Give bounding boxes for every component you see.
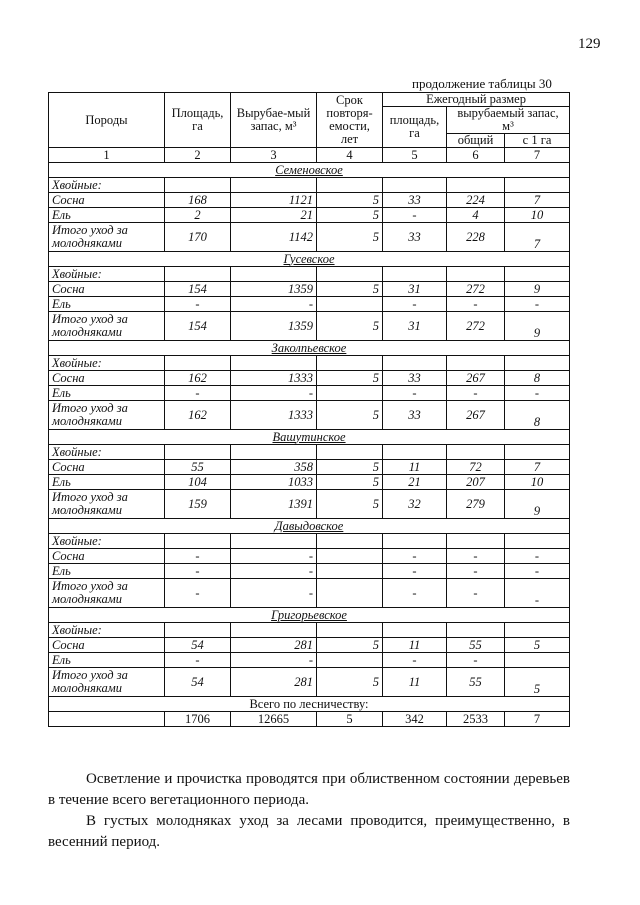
table-cell: 11 (383, 460, 447, 475)
subtotal-label: Итого уход за молодняками (49, 401, 165, 430)
subtotal-cell: 281 (231, 668, 317, 697)
section-title-cell (49, 519, 570, 534)
subtotal-cell: 1142 (231, 223, 317, 252)
subtotal-row (49, 668, 570, 697)
section-title: Семеновское (275, 162, 343, 177)
table-cell: 55 (165, 460, 231, 475)
subtotal-cell: 162 (165, 401, 231, 430)
grand-total-cell: 2533 (447, 712, 505, 727)
table-cell: 154 (165, 282, 231, 297)
subtotal-cell: 5 (317, 668, 383, 697)
forest-care-table (48, 92, 570, 727)
subtotal-row (49, 223, 570, 252)
subtotal-cell: 31 (383, 312, 447, 341)
table-cell: 55 (447, 638, 505, 653)
header-annual: Ежегодный размер (383, 93, 570, 107)
empty-cell (383, 178, 447, 193)
table-cell: - (447, 564, 505, 579)
section-title-row (49, 519, 570, 534)
table-cell (317, 653, 383, 668)
table-row (49, 193, 570, 208)
subtotal-cell: 8 (505, 401, 570, 430)
table-cell: 162 (165, 371, 231, 386)
table-cell: 5 (317, 208, 383, 223)
empty-cell (165, 267, 231, 282)
table-row (49, 564, 570, 579)
table-cell: 267 (447, 371, 505, 386)
species-label: Ель (49, 475, 165, 490)
column-number: 5 (383, 148, 447, 163)
subtotal-cell: 1359 (231, 312, 317, 341)
table-cell: 104 (165, 475, 231, 490)
species-label: Ель (49, 208, 165, 223)
table-cell: - (231, 549, 317, 564)
table-cell: 281 (231, 638, 317, 653)
species-label: Сосна (49, 371, 165, 386)
table-cell: - (165, 297, 231, 312)
table-cell: 54 (165, 638, 231, 653)
section-title-cell (49, 608, 570, 623)
empty-cell (231, 356, 317, 371)
empty-cell (447, 445, 505, 460)
table-cell: - (165, 564, 231, 579)
empty-cell (317, 178, 383, 193)
subtotal-cell: 159 (165, 490, 231, 519)
subtotal-label: Итого уход за молодняками (49, 223, 165, 252)
species-label: Ель (49, 653, 165, 668)
subtotal-row (49, 401, 570, 430)
table-cell: 10 (505, 475, 570, 490)
group-row (49, 356, 570, 371)
section-title: Григорьевское (271, 607, 347, 622)
table-cell: - (231, 297, 317, 312)
subtotal-cell: 5 (505, 668, 570, 697)
table-cell: 168 (165, 193, 231, 208)
table-cell: 224 (447, 193, 505, 208)
subtotal-cell: 7 (505, 223, 570, 252)
column-number: 4 (317, 148, 383, 163)
empty-cell (231, 445, 317, 460)
species-label: Ель (49, 386, 165, 401)
table-cell: 21 (231, 208, 317, 223)
table-cell: - (231, 653, 317, 668)
empty-cell (447, 178, 505, 193)
table-cell: 272 (447, 282, 505, 297)
subtotal-cell: 5 (317, 401, 383, 430)
subtotal-cell: 279 (447, 490, 505, 519)
subtotal-cell: 32 (383, 490, 447, 519)
table-cell: 10 (505, 208, 570, 223)
grand-total-cell: 12665 (231, 712, 317, 727)
subtotal-cell: 170 (165, 223, 231, 252)
subtotal-cell: 9 (505, 490, 570, 519)
subtotal-cell: 154 (165, 312, 231, 341)
table-cell: 358 (231, 460, 317, 475)
empty-cell (383, 534, 447, 549)
table-cell: - (383, 653, 447, 668)
table-row (49, 386, 570, 401)
subtotal-cell: - (383, 579, 447, 608)
subtotal-cell: 33 (383, 401, 447, 430)
table-cell: - (447, 549, 505, 564)
section-title-row (49, 252, 570, 267)
column-number: 1 (49, 148, 165, 163)
empty-cell (505, 534, 570, 549)
table-cell: 1333 (231, 371, 317, 386)
section-title-cell (49, 163, 570, 178)
subtotal-row (49, 312, 570, 341)
empty-cell (447, 623, 505, 638)
header-annual-harvest: вырубаемый запас, м³ (447, 107, 570, 134)
subtotal-label: Итого уход за молодняками (49, 668, 165, 697)
subtotal-cell: 55 (447, 668, 505, 697)
table-cell: 1121 (231, 193, 317, 208)
header-period: Срок повторя-емости, лет (317, 93, 383, 148)
empty-cell (317, 623, 383, 638)
table-cell (317, 297, 383, 312)
table-cell: 33 (383, 193, 447, 208)
table-cell: 33 (383, 371, 447, 386)
empty-cell (317, 445, 383, 460)
table-cell: 5 (317, 460, 383, 475)
group-row (49, 445, 570, 460)
subtotal-cell: 54 (165, 668, 231, 697)
subtotal-cell: - (505, 579, 570, 608)
subtotal-cell: 5 (317, 490, 383, 519)
empty-cell (447, 356, 505, 371)
subtotal-cell: - (231, 579, 317, 608)
section-title: Гусевское (283, 251, 335, 266)
empty-cell (505, 445, 570, 460)
group-label: Хвойные: (49, 356, 165, 371)
table-cell: 1033 (231, 475, 317, 490)
table-cell: 207 (447, 475, 505, 490)
table-cell: 5 (317, 193, 383, 208)
table-cell: 5 (317, 475, 383, 490)
empty-cell (383, 356, 447, 371)
subtotal-label: Итого уход за молодняками (49, 312, 165, 341)
subtotal-cell: - (165, 579, 231, 608)
table-cell: - (165, 386, 231, 401)
empty-cell (383, 445, 447, 460)
table-row (49, 297, 570, 312)
subtotal-cell: 11 (383, 668, 447, 697)
subtotal-cell: 5 (317, 223, 383, 252)
subtotal-cell (317, 579, 383, 608)
header-per-ha: с 1 га (505, 134, 570, 148)
empty-cell (505, 356, 570, 371)
grand-total-cell: 1706 (165, 712, 231, 727)
subtotal-cell: 1333 (231, 401, 317, 430)
grand-total-label: Всего по лесничеству: (49, 697, 570, 712)
table-cell: 31 (383, 282, 447, 297)
empty-cell (505, 267, 570, 282)
group-row (49, 623, 570, 638)
table-cell: 2 (165, 208, 231, 223)
header-total: общий (447, 134, 505, 148)
empty-cell (165, 623, 231, 638)
table-cell: - (231, 564, 317, 579)
table-row (49, 549, 570, 564)
table-cell: - (447, 653, 505, 668)
table-cell: - (165, 653, 231, 668)
subtotal-cell: 228 (447, 223, 505, 252)
table-cell: - (383, 386, 447, 401)
species-label: Сосна (49, 638, 165, 653)
paragraph-text: Осветление и прочистка проводятся при облиственном состоянии деревьев в течение всего вегетационного периода. (48, 771, 570, 808)
table-cell: - (505, 386, 570, 401)
empty-cell (505, 178, 570, 193)
table-cell: - (447, 297, 505, 312)
group-label: Хвойные: (49, 445, 165, 460)
species-label: Сосна (49, 282, 165, 297)
subtotal-cell: 1391 (231, 490, 317, 519)
table-cell: - (383, 564, 447, 579)
species-label: Ель (49, 297, 165, 312)
group-label: Хвойные: (49, 267, 165, 282)
table-cell: 5 (505, 638, 570, 653)
species-label: Ель (49, 564, 165, 579)
group-label: Хвойные: (49, 534, 165, 549)
table-cell: 9 (505, 282, 570, 297)
empty-cell (317, 534, 383, 549)
section-title-cell (49, 430, 570, 445)
empty-cell (231, 623, 317, 638)
table-cell (317, 549, 383, 564)
table-row (49, 460, 570, 475)
species-label: Сосна (49, 549, 165, 564)
empty-cell (231, 267, 317, 282)
table-body (49, 163, 570, 697)
table-row (49, 371, 570, 386)
table-row (49, 653, 570, 668)
table-cell: 21 (383, 475, 447, 490)
subtotal-label: Итого уход за молодняками (49, 490, 165, 519)
table-cell: - (505, 564, 570, 579)
grand-total-blank (49, 712, 165, 727)
subtotal-cell: 5 (317, 312, 383, 341)
paragraph-thinning (48, 769, 570, 811)
table-cell: - (383, 297, 447, 312)
table-cell: - (505, 297, 570, 312)
empty-cell (165, 445, 231, 460)
group-row (49, 267, 570, 282)
empty-cell (165, 356, 231, 371)
section-title-row (49, 341, 570, 356)
section-title-cell (49, 252, 570, 267)
empty-cell (383, 623, 447, 638)
paragraph-text: В густых молодняках уход за лесами проводится, преимущественно, в весенний период. (48, 813, 570, 850)
column-number: 7 (505, 148, 570, 163)
table-cell: - (447, 386, 505, 401)
table-row (49, 282, 570, 297)
section-title: Вашутинское (272, 429, 346, 444)
table-cell: 5 (317, 282, 383, 297)
empty-cell (231, 534, 317, 549)
table-cell: 7 (505, 193, 570, 208)
table-cell: 11 (383, 638, 447, 653)
empty-cell (447, 534, 505, 549)
empty-cell (447, 267, 505, 282)
subtotal-cell: 9 (505, 312, 570, 341)
grand-total-cell: 342 (383, 712, 447, 727)
grand-total-cell: 7 (505, 712, 570, 727)
section-title-row (49, 608, 570, 623)
section-title-row (49, 430, 570, 445)
table-row (49, 208, 570, 223)
section-title-row (49, 163, 570, 178)
group-row (49, 534, 570, 549)
table-cell: 5 (317, 371, 383, 386)
table-cell (317, 386, 383, 401)
table-row (49, 638, 570, 653)
empty-cell (231, 178, 317, 193)
header-area: Площадь, га (165, 93, 231, 148)
subtotal-row (49, 579, 570, 608)
table-cell: 72 (447, 460, 505, 475)
table-cell: 1359 (231, 282, 317, 297)
section-title: Заколпьевское (271, 340, 347, 355)
subtotal-cell: 272 (447, 312, 505, 341)
grand-total-cell: 5 (317, 712, 383, 727)
table-cell (317, 564, 383, 579)
section-title-cell (49, 341, 570, 356)
empty-cell (165, 178, 231, 193)
empty-cell (383, 267, 447, 282)
table-cell: 4 (447, 208, 505, 223)
group-label: Хвойные: (49, 178, 165, 193)
table-cell (505, 653, 570, 668)
subtotal-cell: - (447, 579, 505, 608)
empty-cell (505, 623, 570, 638)
table-cell: 8 (505, 371, 570, 386)
species-label: Сосна (49, 193, 165, 208)
column-number: 3 (231, 148, 317, 163)
empty-cell (317, 267, 383, 282)
table-cell: - (505, 549, 570, 564)
group-row (49, 178, 570, 193)
subtotal-label: Итого уход за молодняками (49, 579, 165, 608)
table-cell: - (165, 549, 231, 564)
header-annual-area: площадь, га (383, 107, 447, 148)
column-number: 6 (447, 148, 505, 163)
table-cell: - (231, 386, 317, 401)
table-cell: 7 (505, 460, 570, 475)
table-row (49, 475, 570, 490)
table-caption: продолжение таблицы 30 (412, 76, 552, 91)
subtotal-cell: 33 (383, 223, 447, 252)
header-breed: Породы (49, 93, 165, 148)
empty-cell (165, 534, 231, 549)
table-cell: 5 (317, 638, 383, 653)
table-cell: - (383, 208, 447, 223)
header-harvest: Вырубае-мый запас, м³ (231, 93, 317, 148)
page-number: 129 (578, 36, 601, 52)
group-label: Хвойные: (49, 623, 165, 638)
subtotal-row (49, 490, 570, 519)
table-cell: - (383, 549, 447, 564)
column-number: 2 (165, 148, 231, 163)
subtotal-cell: 267 (447, 401, 505, 430)
paragraph-spring-care (48, 811, 570, 853)
section-title: Давыдовское (274, 518, 344, 533)
species-label: Сосна (49, 460, 165, 475)
empty-cell (317, 356, 383, 371)
